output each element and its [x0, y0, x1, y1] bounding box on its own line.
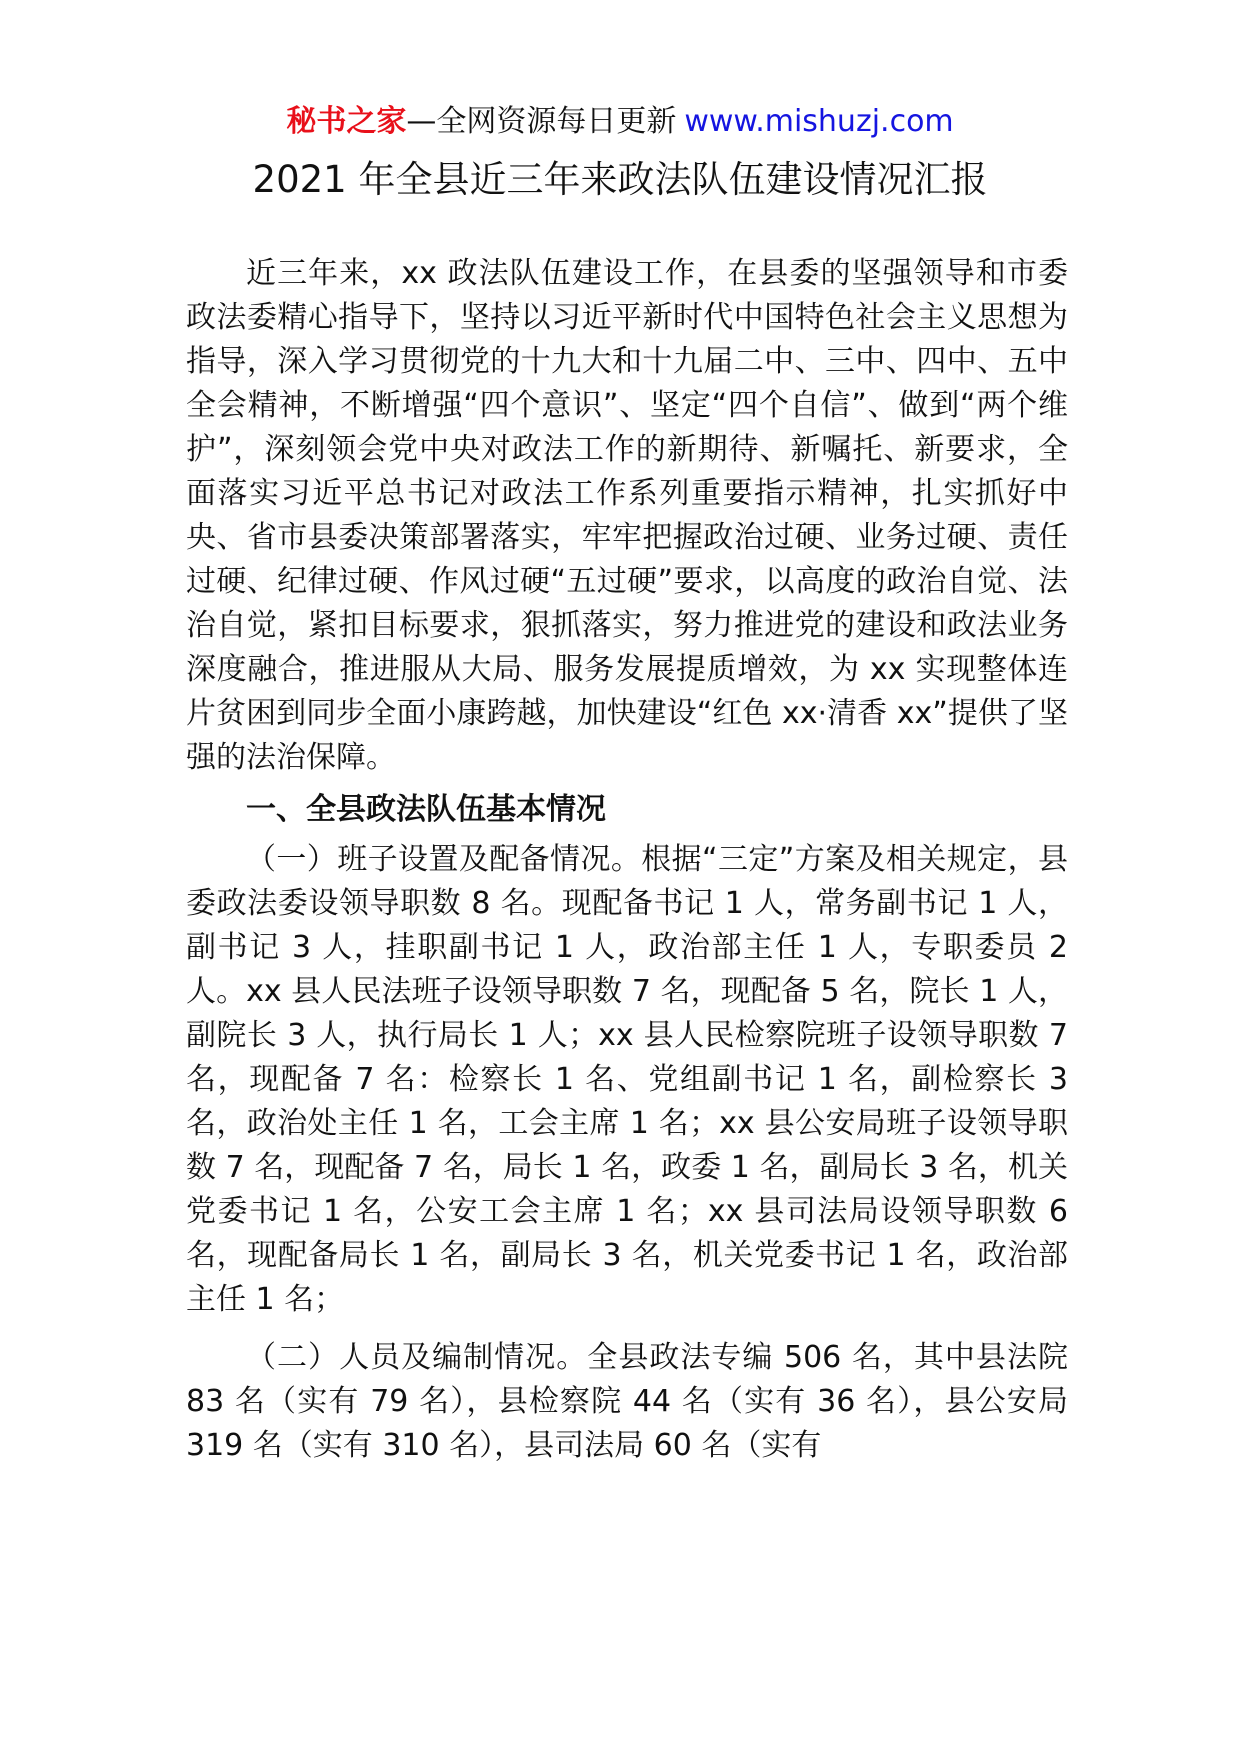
document-body: [186, 252, 1068, 1468]
section-paragraph-leadership: （一）班子设置及配备情况。根据“三定”方案及相关规定，县委政法委设领导职数 8 名。现配备书记 1 人，常务副书记 1 人，副书记 3 人，挂职副书记 1 人，政治部主任 1 人，专职委员 2 人。xx 县人民法班子设领导职数 7 名，现配备 5 名，院长 1 人，副院长 3 人，执行局长 1 人；xx 县人民检察院班子设领导职数 7 名，现配备 7 名：检察长 1 名、党组副书记 1 名，副检察长 3 名，政治处主任 1 名，工会主席 1 名；xx 县公安局班子设领导职数 7 名，现配备 7 名，局长 1 名，政委 1 名，副局长 3 名，机关党委书记 1 名，公安工会主席 1 名；xx 县司法局设领导职数 6 名，现配备局长 1 名，副局长 3 名，机关党委书记 1 名，政治部主任 1 名；: [186, 842, 1068, 1317]
site-header: [0, 100, 1240, 144]
document-title: 2021 年全县近三年来政法队伍建设情况汇报: [252, 158, 988, 201]
section-heading: 一、全县政法队伍基本情况: [246, 792, 606, 827]
section-paragraph-staffing: （二）人员及编制情况。全县政法专编 506 名，其中县法院 83 名（实有 79 名），县检察院 44 名（实有 36 名），县公安局 319 名（实有 310 名），县司法局 60 名（实有: [186, 1340, 1068, 1463]
intro-paragraph: 近三年来，xx 政法队伍建设工作，在县委的坚强领导和市委政法委精心指导下，坚持以习近平新时代中国特色社会主义思想为指导，深入学习贯彻党的十九大和十九届二中、三中、四中、五中全会精神，不断增强“四个意识”、坚定“四个自信”、做到“两个维护”，深刻领会党中央对政法工作的新期待、新嘱托、新要求，全面落实习近平总书记对政法工作系列重要指示精神，扎实抓好中央、省市县委决策部署落实，牢牢把握政治过硬、业务过硬、责任过硬、纪律过硬、作风过硬“五过硬”要求，以高度的政治自觉、法治自觉，紧扣目标要求，狠抓落实，努力推进党的建设和政法业务深度融合，推进服从大局、服务发展提质增效，为 xx 实现整体连片贫困到同步全面小康跨越，加快建设“红色 xx·清香 xx”提供了坚强的法治保障。: [186, 256, 1068, 775]
site-url-link[interactable]: www.mishuzj.com: [684, 104, 954, 139]
header-tagline: —全网资源每日更新: [406, 104, 677, 139]
brand-name: 秘书之家: [286, 104, 407, 139]
